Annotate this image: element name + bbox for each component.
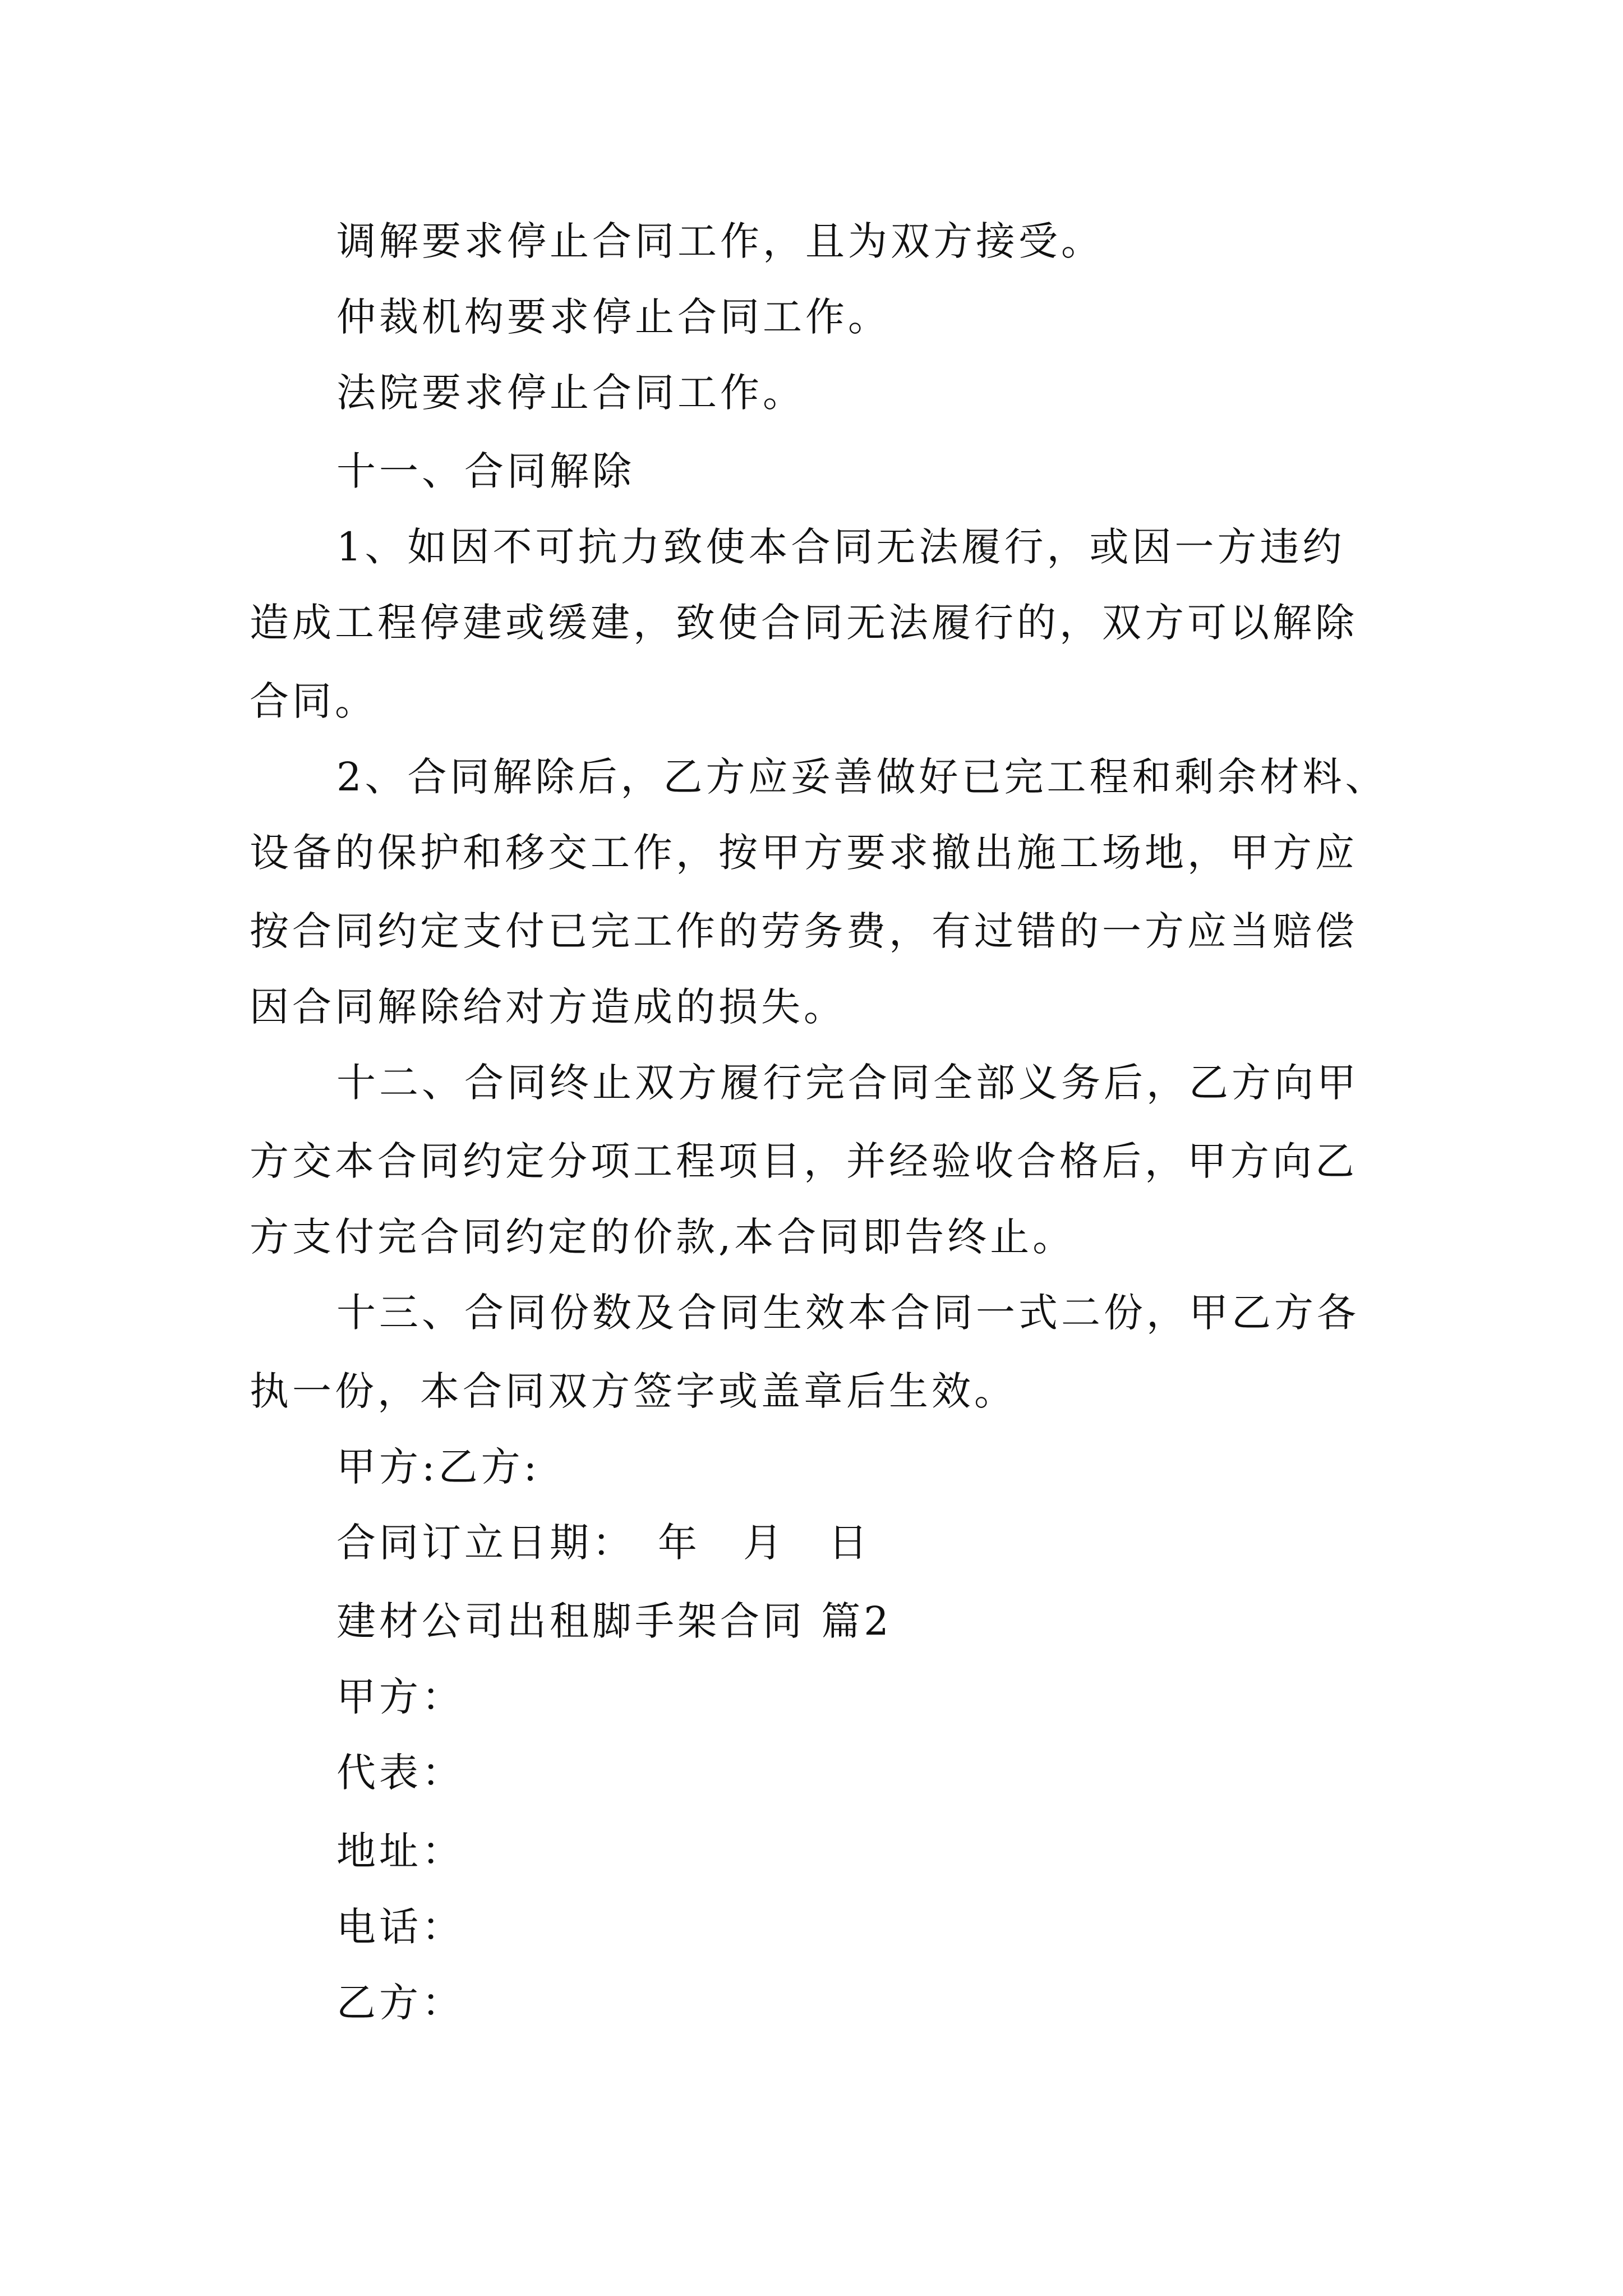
paragraph-line: 法院要求停止合同工作。 [336,370,805,416]
date-line: 合同订立日期： 年 月 日 [336,1520,871,1566]
paragraph-line: 因合同解除给对方造成的损失。 [250,984,846,1030]
paragraph-line: 十二、合同终止双方履行完合同全部义务后，乙方向甲 [336,1060,1359,1106]
representative-label: 代表： [336,1750,464,1796]
paragraph-line: 按合同约定支付已完工作的劳务费，有过错的一方应当赔偿 [250,908,1358,954]
paragraph-line: 十三、合同份数及合同生效本合同一式二份，甲乙方各 [336,1290,1359,1336]
address-label: 地址： [336,1828,464,1874]
paragraph-line: 调解要求停止合同工作，且为双方接受。 [336,218,1104,264]
party-a-label: 甲方： [336,1674,464,1720]
phone-label: 电话： [336,1904,464,1950]
paragraph-line: 执一份，本合同双方签字或盖章后生效。 [250,1368,1017,1414]
paragraph-line: 2、合同解除后，乙方应妥善做好已完工程和剩余材料、 [336,754,1388,800]
paragraph-line: 仲裁机构要求停止合同工作。 [336,294,891,340]
section-heading: 十一、合同解除 [336,448,635,494]
paragraph-line: 方支付完合同约定的价款,本合同即告终止。 [250,1214,1076,1260]
paragraph-line: 设备的保护和移交工作，按甲方要求撤出施工场地，甲方应 [250,830,1358,876]
paragraph-line: 方交本合同约定分项工程项目，并经验收合格后，甲方向乙 [250,1138,1358,1184]
paragraph-line: 1、如因不可抗力致使本合同无法履行，或因一方违约 [336,524,1345,570]
document-title: 建材公司出租脚手架合同 篇2 [336,1598,892,1644]
party-b-label: 乙方： [336,1980,464,2026]
signature-line: 甲方:乙方: [336,1444,541,1490]
paragraph-line: 造成工程停建或缓建，致使合同无法履行的，双方可以解除 [250,600,1358,646]
paragraph-line: 合同。 [250,678,377,724]
